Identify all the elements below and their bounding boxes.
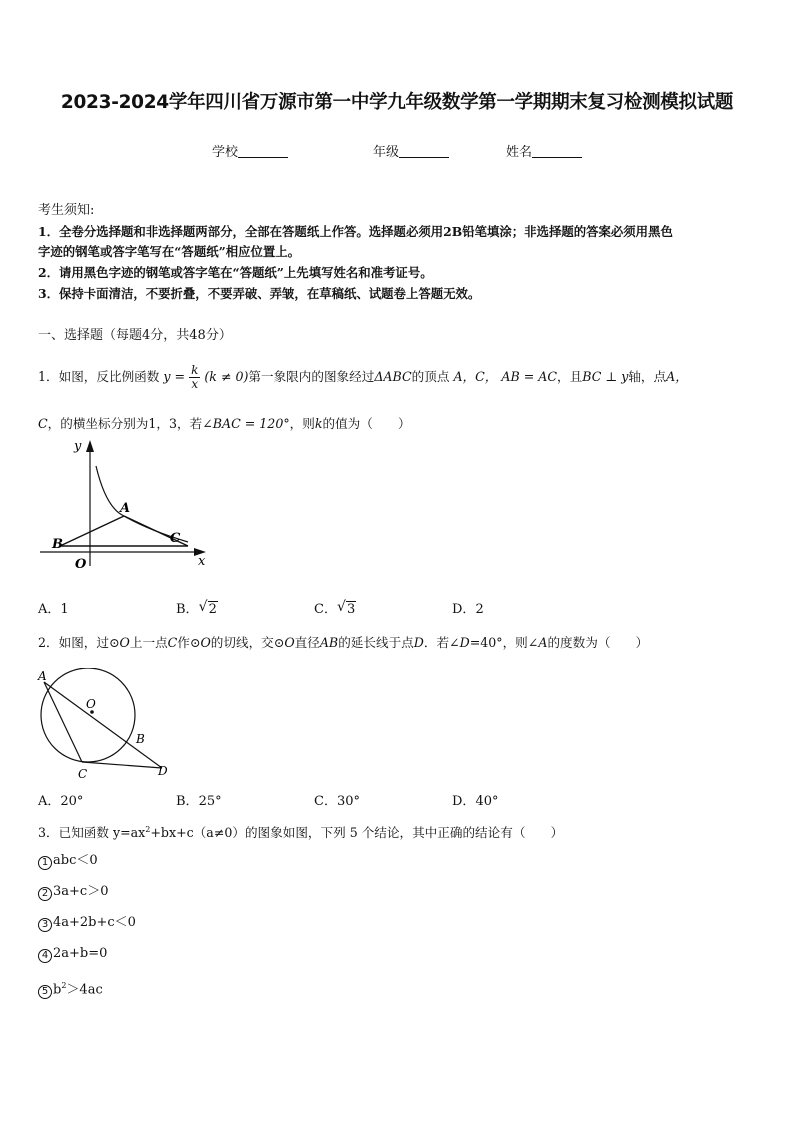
q1-option-b-text: 2: [208, 602, 217, 617]
q2-text-f: 的延长线于点: [338, 635, 414, 650]
q1-option-d-letter: D．: [452, 602, 476, 617]
q1-option-c-text: 3: [346, 602, 356, 617]
q3-item-2-text: 3a+c＞0: [53, 884, 109, 899]
q2-text-e: 直径: [294, 635, 320, 650]
q3-stem: [38, 820, 563, 843]
q1-label-x: x: [198, 554, 206, 569]
q1-text-l2f: 的值为（ ）: [322, 416, 411, 431]
grade-field: [373, 141, 449, 160]
q1-option-b[interactable]: [176, 598, 218, 617]
q1-text-6: ，且: [557, 369, 583, 384]
q3-item-2: [38, 882, 108, 902]
name-blank: [532, 144, 582, 158]
q1-option-c[interactable]: [314, 598, 356, 617]
q1-text-3: 的顶点: [411, 369, 450, 384]
q3-item-3-num: 3: [38, 918, 52, 932]
school-field: [212, 141, 288, 160]
grade-blank: [399, 144, 449, 158]
q1-frac-num: k: [191, 363, 199, 377]
q1-point-a: A，: [666, 369, 688, 384]
q1-option-b-letter: B．: [176, 602, 199, 617]
q2-option-c-text: 30°: [336, 794, 360, 809]
q1-option-a-letter: A．: [38, 602, 61, 617]
q2-text-d: 的切线，交⊙: [210, 635, 285, 650]
q2-chord-ac: [44, 682, 82, 762]
q3-item-5-num: 5: [38, 985, 52, 999]
q2-option-c[interactable]: [314, 790, 360, 809]
q1-angle: ∠BAC = 120°: [202, 416, 290, 431]
q1-ab-ac: AB = AC: [501, 369, 558, 384]
notice-heading: 考生须知:: [38, 203, 95, 218]
q2-option-a-letter: A．: [38, 794, 61, 809]
q3-item-3: [38, 913, 136, 933]
q3-item-5-sup: 2: [61, 981, 67, 990]
q3-item-1-text: abc＜0: [53, 853, 98, 868]
notice-item-3: 3．保持卡面清洁，不要折叠，不要弄破、弄皱，在草稿纸、试题卷上答题无效。: [38, 286, 481, 301]
school-label: 学校: [212, 145, 239, 160]
q1-option-c-letter: C．: [314, 602, 337, 617]
q2-option-d-text: 40°: [475, 794, 499, 809]
q3-item-5: [38, 976, 103, 1000]
q1-condition: (k ≠ 0): [204, 369, 249, 384]
sqrt-icon: √: [336, 599, 346, 615]
q2-o1: O: [119, 635, 130, 650]
q3-item-2-num: 2: [38, 887, 52, 901]
q1-option-b-sqrt: [198, 599, 218, 617]
q1-y-arrow: [86, 440, 94, 452]
q2-option-a[interactable]: [38, 790, 83, 809]
q3-item-4-num: 4: [38, 949, 52, 963]
q3-stem-b: +bx+c（a≠0）的图象如图，下列 5 个结论，其中正确的结论有（ ）: [150, 825, 564, 841]
q1-label-b: B: [52, 537, 63, 552]
q2-text-h: =40°，则∠: [469, 635, 539, 650]
q2-text-g: ．若∠: [423, 635, 460, 650]
grade-label: 年级: [373, 145, 400, 160]
q2-line-ad: [44, 682, 162, 768]
q1-bc-perp: BC ⊥ y: [582, 369, 629, 384]
notice-item-2: 2．请用黑色字迹的钢笔或答字笔在“答题纸”上先填写姓名和准考证号。: [38, 265, 433, 280]
q1-point-c: C: [38, 416, 48, 431]
q1-k: k: [314, 416, 323, 431]
q1-y-eq: y =: [163, 369, 186, 384]
q2-label-d: D: [158, 764, 168, 778]
q1-option-d-text: 2: [475, 602, 484, 617]
q2-option-b[interactable]: [176, 790, 222, 809]
q3-item-1: [38, 851, 98, 871]
section-heading: 一、选择题（每题4分，共48分）: [38, 328, 232, 343]
q1-frac-den: x: [191, 377, 199, 391]
q1-text-2: 第一象限内的图象经过: [248, 369, 375, 384]
q2-label-a: A: [38, 669, 47, 683]
exam-title: 2023-2024学年四川省万源市第一中学九年级数学第一学期期末复习检测模拟试题: [60, 92, 734, 113]
q1-text-l2b: ，的横坐标分别为1，3，若: [47, 416, 203, 431]
q3-item-4-text: 2a+b=0: [53, 946, 108, 961]
q2-text-i: 的度数为（ ）: [547, 635, 649, 650]
q2-c1: C: [167, 635, 178, 650]
q2-option-b-letter: B．: [176, 794, 199, 809]
q2-ab: AB: [319, 635, 339, 650]
q2-option-d[interactable]: [452, 790, 498, 809]
q1-segment-ab: [60, 516, 124, 546]
q3-item-5-text-b: ＞4ac: [66, 982, 103, 998]
q1-figure: [38, 438, 213, 573]
q3-item-4: [38, 944, 107, 964]
q2-text-b: 上一点: [129, 635, 168, 650]
q2-option-a-text: 20°: [60, 794, 84, 809]
q1-option-a[interactable]: [38, 598, 69, 617]
q2-text-c: 作⊙: [177, 635, 201, 650]
q2-a: A: [538, 635, 548, 650]
q1-text-8: 轴，点: [628, 369, 667, 384]
q3-stem-a: 3．已知函数 y=ax: [38, 825, 146, 841]
q2-option-b-text: 25°: [198, 794, 222, 809]
q3-stem-sup: 2: [145, 825, 151, 834]
q2-o3: O: [284, 635, 295, 650]
notice-item-1-cont: 字迹的钢笔或答字笔写在“答题纸”相应位置上。: [38, 244, 301, 259]
q1-label-c: C: [170, 531, 181, 546]
q2-label-c: C: [78, 767, 88, 781]
q1-fraction: [189, 364, 200, 391]
name-field: [506, 141, 582, 160]
q2-o2: O: [200, 635, 211, 650]
q2-text-a: 2．如图，过⊙: [38, 635, 120, 650]
q1-label-a: A: [120, 501, 131, 516]
q2-option-c-letter: C．: [314, 794, 337, 809]
q3-item-1-num: 1: [38, 856, 52, 870]
q1-option-d[interactable]: [452, 598, 484, 617]
q2-d2: D: [459, 635, 470, 650]
q2-option-d-letter: D．: [452, 794, 476, 809]
q1-label-o: O: [75, 557, 87, 572]
q1-text: 1．如图，反比例函数: [38, 369, 160, 384]
name-label: 姓名: [506, 145, 533, 160]
q3-item-3-text: 4a+2b+c＜0: [53, 915, 136, 930]
q1-stem-line1: [38, 364, 688, 391]
q2-stem: [38, 633, 648, 653]
q2-tangent-cd: [82, 762, 162, 768]
q1-points: A，C，: [453, 369, 498, 384]
q2-label-o: O: [86, 697, 96, 711]
sqrt-icon: √: [198, 599, 208, 615]
q3-item-5-text-a: b: [53, 982, 62, 998]
q1-text-l2d: ，则: [289, 416, 315, 431]
school-blank: [238, 144, 288, 158]
q1-option-c-sqrt: [336, 599, 356, 617]
q2-figure: [34, 668, 179, 783]
q2-label-b: B: [136, 732, 145, 746]
q1-option-a-text: 1: [60, 602, 69, 617]
q1-label-y: y: [74, 439, 82, 454]
notice-item-1: 1．全卷分选择题和非选择题两部分，全部在答题纸上作答。选择题必须用2B铅笔填涂；非选择题的答案必须用黑色: [38, 224, 673, 239]
q1-stem-line2: [38, 414, 411, 434]
q1-triangle: ΔABC: [374, 369, 412, 384]
q2-d: D: [413, 635, 424, 650]
q2-circle: [41, 668, 135, 762]
